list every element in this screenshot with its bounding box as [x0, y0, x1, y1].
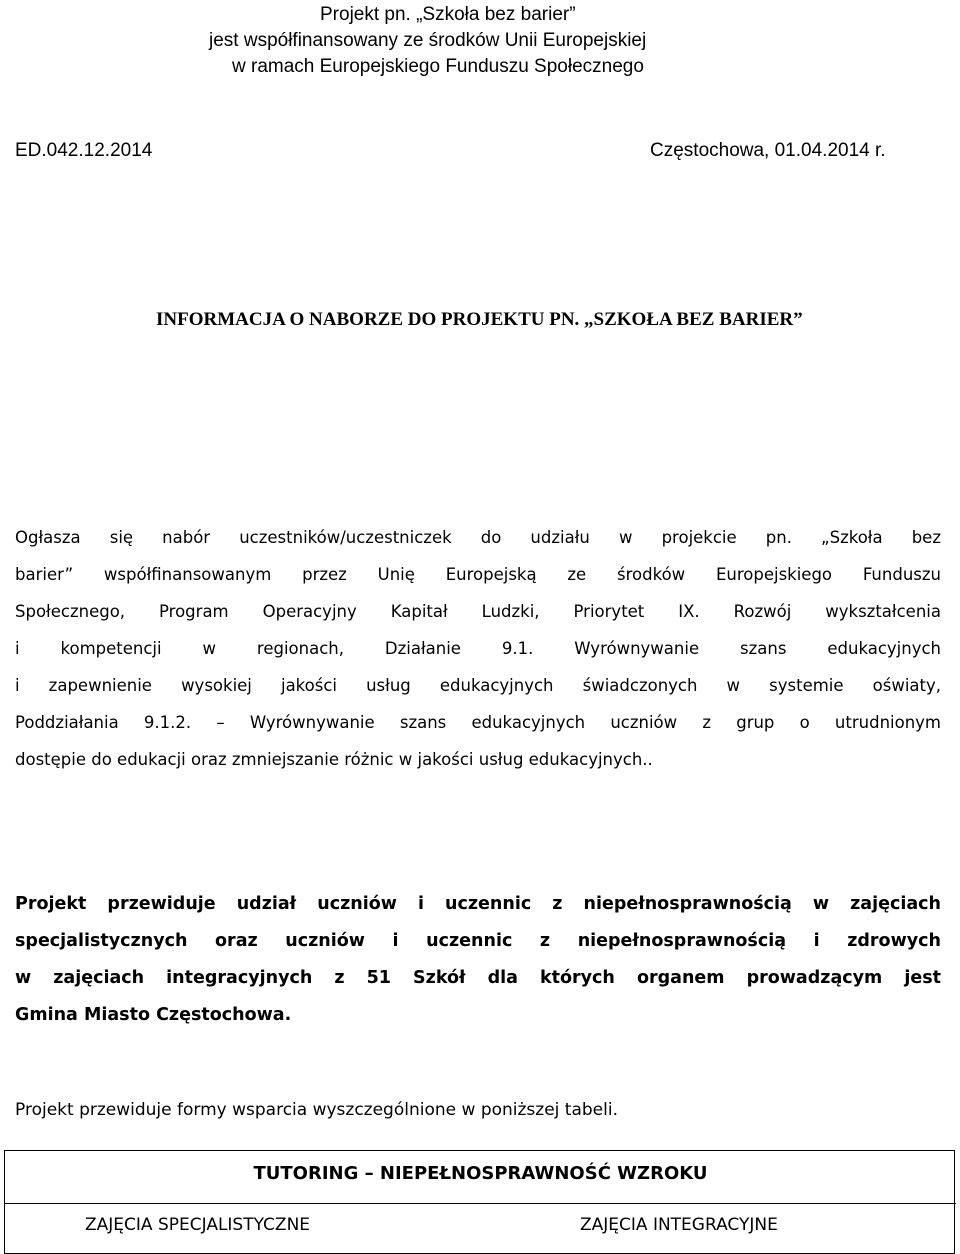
paragraph-line: Społecznego, Program Operacyjny Kapitał Ludzki, Priorytet IX. Rozwój wykształcenia: [15, 602, 941, 621]
table-divider: [5, 1203, 956, 1204]
paragraph-line: barier” współfinansowanym przez Unię Europejską ze środków Europejskiego Funduszu: [15, 565, 941, 584]
paragraph-line: i zapewnienie wysokiej jakości usług edukacyjnych świadczonych w systemie oświaty,: [15, 676, 941, 695]
document-title: INFORMACJA O NABORZE DO PROJEKTU PN. „SZKOŁA BEZ BARIER”: [156, 309, 803, 330]
table-column-integration: ZAJĘCIA INTEGRACYJNE: [580, 1215, 778, 1235]
support-forms-paragraph: Projekt przewiduje formy wsparcia wyszczególnione w poniższej tabeli.: [15, 1100, 618, 1120]
table-column-specialist: ZAJĘCIA SPECJALISTYCZNE: [85, 1215, 311, 1235]
table-title: TUTORING – NIEPEŁNOSPRAWNOŚĆ WZROKU: [253, 1163, 708, 1184]
header-line-1: Projekt pn. „Szkoła bez barier”: [320, 4, 576, 25]
header-line-3: w ramach Europejskiego Funduszu Społecznego: [232, 56, 644, 77]
paragraph-line: Poddziałania 9.1.2. – Wyrównywanie szans edukacyjnych uczniów z grup o utrudnionym: [15, 713, 941, 732]
paragraph-line: dostępie do edukacji oraz zmniejszanie różnic w jakości usług edukacyjnych..: [15, 750, 653, 769]
paragraph-line: Gmina Miasto Częstochowa.: [15, 1005, 292, 1025]
paragraph-line: specjalistycznych oraz uczniów i uczennic z niepełnosprawnością i zdrowych: [15, 931, 941, 951]
paragraph-line: w zajęciach integracyjnych z 51 Szkół dla których organem prowadzącym jest: [15, 968, 941, 988]
paragraph-line: Ogłasza się nabór uczestników/uczestniczek do udziału w projekcie pn. „Szkoła bez: [15, 528, 941, 547]
announcement-paragraph: [15, 519, 941, 778]
support-table: [4, 1150, 955, 1254]
header-line-2: jest współfinansowany ze środków Unii Europejskiej: [209, 30, 647, 51]
place-and-date: Częstochowa, 01.04.2014 r.: [650, 140, 886, 161]
paragraph-line: Projekt przewiduje udział uczniów i uczennic z niepełnosprawnością w zajęciach: [15, 894, 941, 914]
paragraph-line: i kompetencji w regionach, Działanie 9.1. Wyrównywanie szans edukacyjnych: [15, 639, 941, 658]
project-scope-paragraph: [15, 886, 941, 1034]
reference-number: ED.042.12.2014: [15, 140, 153, 161]
